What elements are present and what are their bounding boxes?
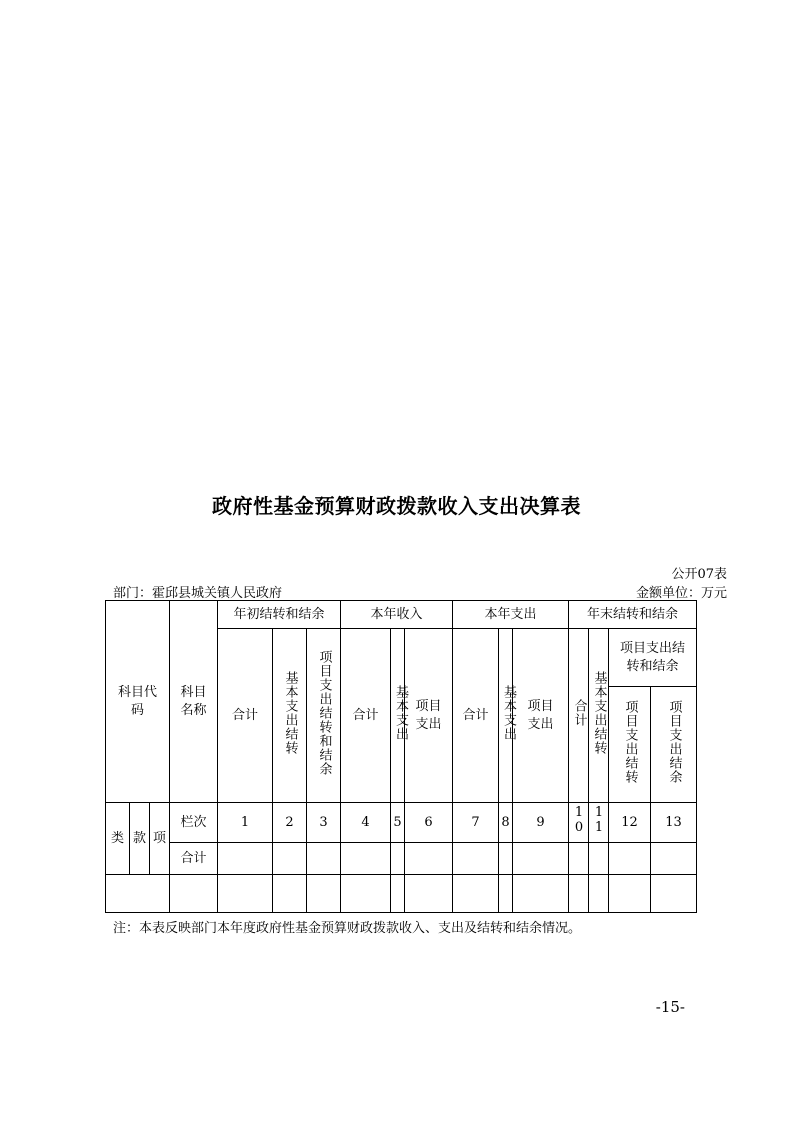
table-cell <box>513 875 569 913</box>
table-cell <box>513 843 569 875</box>
ending-total-header: 合计 <box>569 629 589 803</box>
ending-balance-header: 年末结转和结余 <box>569 601 697 629</box>
col-num-5: 5 <box>391 803 405 843</box>
budget-table <box>105 600 697 913</box>
income-basic-header: 基本支出 <box>391 629 405 803</box>
table-cell <box>609 843 651 875</box>
col-num-10: 10 <box>569 803 589 843</box>
table-cell <box>569 875 589 913</box>
table-cell <box>307 843 341 875</box>
expense-project-header: 项目支出 <box>513 629 569 803</box>
page-number: -15- <box>655 998 685 1016</box>
total-row-label: 合计 <box>170 843 218 875</box>
table-cell <box>341 875 391 913</box>
page-title: 政府性基金预算财政拨款收入支出决算表 <box>212 494 581 518</box>
table-cell <box>341 843 391 875</box>
income-header: 本年收入 <box>341 601 453 629</box>
col-num-11: 11 <box>589 803 609 843</box>
col-num-1: 1 <box>218 803 273 843</box>
ending-basic-carry-header: 基本支出结转 <box>589 629 609 803</box>
table-cell <box>391 875 405 913</box>
col-num-3: 3 <box>307 803 341 843</box>
table-cell <box>273 843 307 875</box>
table-cell <box>106 875 170 913</box>
table-cell <box>453 843 499 875</box>
ending-project-carry-header: 项目支出结转 <box>609 687 651 803</box>
item-label: 项 <box>150 803 170 875</box>
income-project-header: 项目支出 <box>405 629 453 803</box>
table-cell <box>609 875 651 913</box>
opening-basic-carry-header: 基本支出结转 <box>273 629 307 803</box>
col-num-7: 7 <box>453 803 499 843</box>
category-label: 类 <box>106 803 130 875</box>
col-num-2: 2 <box>273 803 307 843</box>
opening-balance-header: 年初结转和结余 <box>218 601 341 629</box>
table-cell <box>589 875 609 913</box>
table-cell <box>273 875 307 913</box>
footnote: 注：本表反映部门本年度政府性基金预算财政拨款收入、支出及结转和结余情况。 <box>113 921 582 936</box>
table-cell <box>589 843 609 875</box>
table-cell <box>391 843 405 875</box>
col-num-9: 9 <box>513 803 569 843</box>
table-cell <box>405 843 453 875</box>
col-num-12: 12 <box>609 803 651 843</box>
opening-project-carry-balance-header: 项目支出结转和结余 <box>307 629 341 803</box>
table-cell <box>651 843 697 875</box>
table-cell <box>218 843 273 875</box>
ending-project-group-header: 项目支出结转和结余 <box>609 629 697 687</box>
expense-header: 本年支出 <box>453 601 569 629</box>
table-cell <box>453 875 499 913</box>
table-cell <box>170 875 218 913</box>
col-num-6: 6 <box>405 803 453 843</box>
table-cell <box>569 843 589 875</box>
table-cell <box>499 875 513 913</box>
column-index-label: 栏次 <box>170 803 218 843</box>
table-cell <box>307 875 341 913</box>
table-cell <box>218 875 273 913</box>
col-num-13: 13 <box>651 803 697 843</box>
section-label: 款 <box>130 803 150 875</box>
table-cell <box>499 843 513 875</box>
table-cell <box>405 875 453 913</box>
table-cell <box>651 875 697 913</box>
ending-project-balance-header: 项目支出结余 <box>651 687 697 803</box>
expense-total-header: 合计 <box>453 629 499 803</box>
col-num-4: 4 <box>341 803 391 843</box>
col-num-8: 8 <box>499 803 513 843</box>
income-total-header: 合计 <box>341 629 391 803</box>
department-label: 部门：霍邱县城关镇人民政府 <box>113 586 283 601</box>
subject-name-header: 科目名称 <box>170 601 218 803</box>
expense-basic-header: 基本支出 <box>499 629 513 803</box>
opening-total-header: 合计 <box>218 629 273 803</box>
table-code: 公开07表 <box>671 567 727 582</box>
subject-code-header: 科目代码 <box>106 601 170 803</box>
unit-label: 金额单位：万元 <box>635 586 727 601</box>
